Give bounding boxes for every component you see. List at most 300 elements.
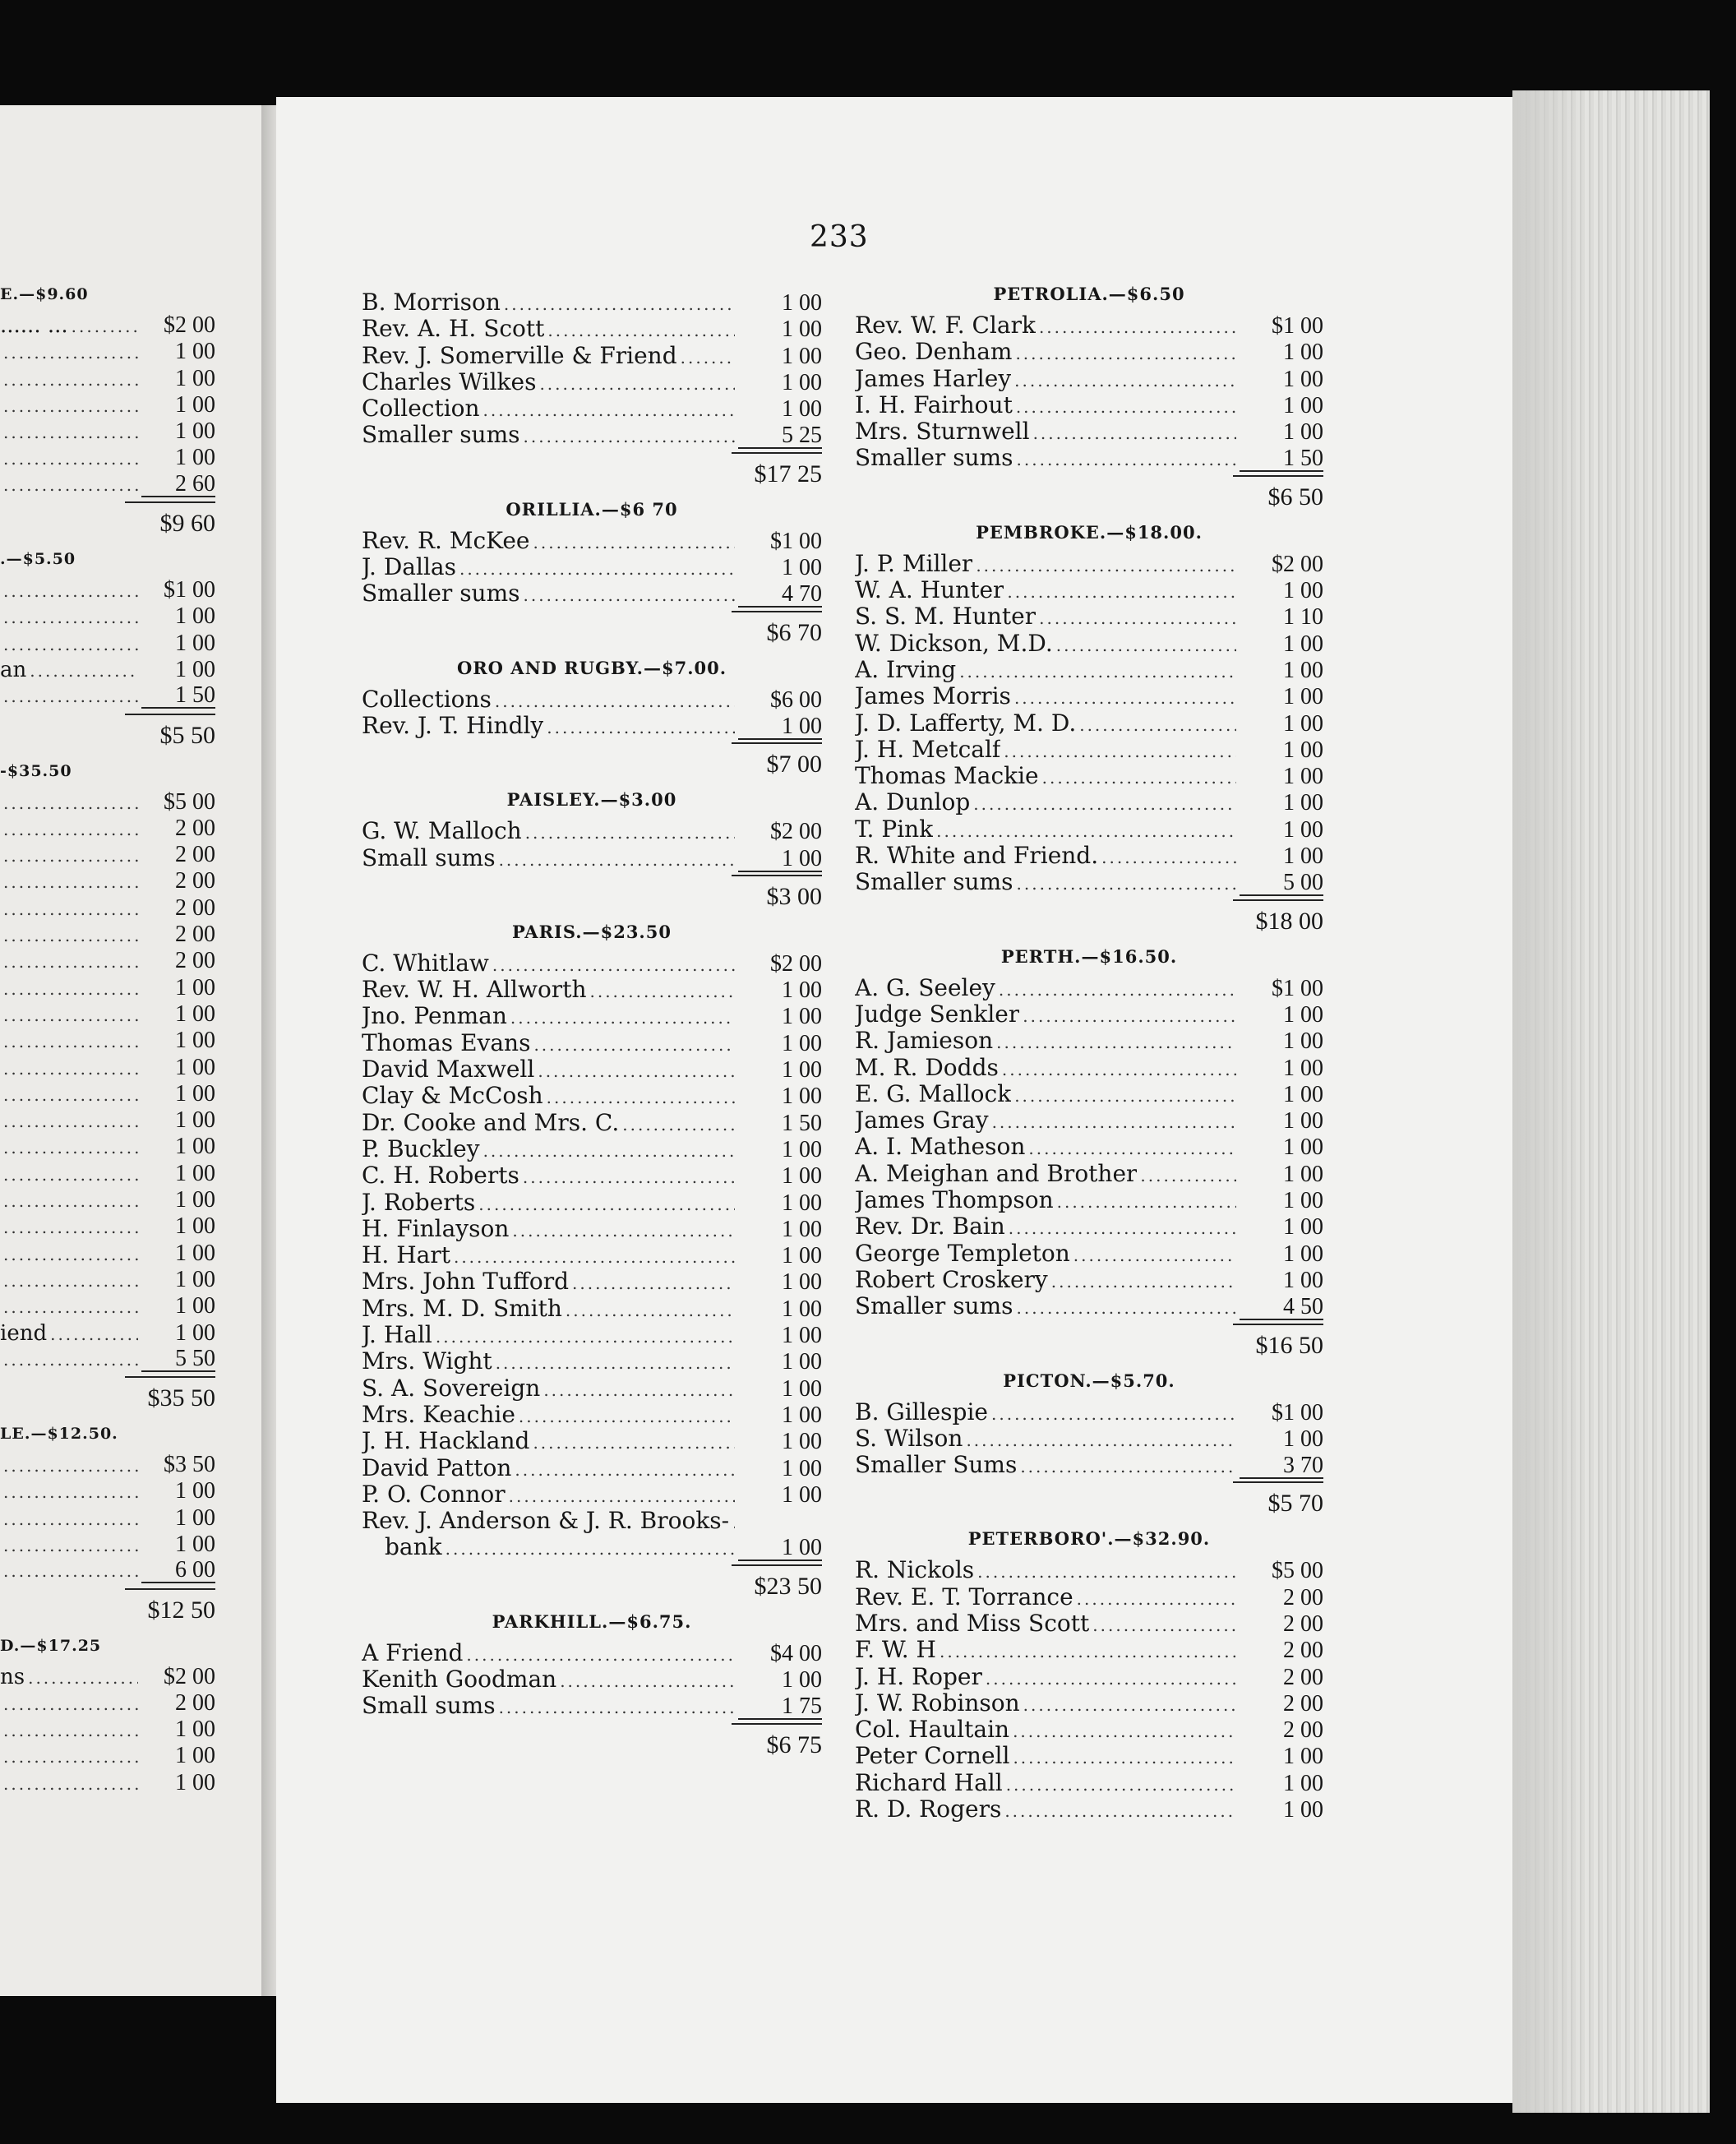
- subscriber-name: Small sums: [362, 1693, 496, 1720]
- section-continued: [362, 289, 822, 492]
- amount: 1 00: [1283, 684, 1323, 710]
- amount: 2 00: [1283, 1638, 1323, 1664]
- amount: 5 25: [738, 424, 822, 449]
- leader-dots: [459, 556, 735, 582]
- leader-dots: [1057, 1189, 1236, 1215]
- section-total-row: [855, 896, 1323, 939]
- subscriber-name: David Patton: [362, 1454, 512, 1481]
- subscriber-name: B. Morrison: [362, 289, 501, 316]
- amount: $5 00: [164, 788, 215, 815]
- section-paisley-3-00: [362, 782, 822, 914]
- section-heading: .—$5.50: [0, 550, 76, 569]
- leader-dots: [3, 869, 138, 895]
- subscriber-row: [362, 1666, 822, 1693]
- section-heading: -$35.50: [0, 761, 72, 780]
- subscriber-row: [855, 631, 1323, 657]
- subscriber-name: Rev. W. H. Allworth: [362, 977, 587, 1004]
- subscriber-row: [855, 1081, 1323, 1107]
- subscriber-name: R. Nickols: [855, 1557, 975, 1584]
- leader-dots: [3, 1241, 138, 1268]
- section-5-50: [0, 541, 215, 752]
- leader-dots: [512, 1218, 735, 1244]
- leader-dots: [3, 1028, 138, 1055]
- leader-dots: [1039, 314, 1236, 340]
- leader-dots: [3, 1717, 138, 1744]
- subscriber-row: [362, 1268, 822, 1295]
- amount: 1 00: [175, 365, 215, 391]
- leader-dots: [1015, 340, 1236, 367]
- leader-dots: [3, 1188, 138, 1214]
- section-heading: PETROLIA.—$6.50: [993, 284, 1185, 304]
- subscriber-name: R. D. Rogers: [855, 1796, 1002, 1823]
- subscriber-name: J. Dallas: [362, 554, 456, 581]
- amount: 1 00: [1283, 1081, 1323, 1107]
- subscriber-row: [0, 1532, 215, 1558]
- subscriber-row: [855, 1664, 1323, 1690]
- subscriber-name: Geo. Denham: [855, 339, 1013, 366]
- leader-dots: [1020, 1453, 1236, 1480]
- subscriber-row: [855, 737, 1323, 763]
- subscriber-row: [855, 1452, 1323, 1478]
- leader-dots: [492, 952, 735, 978]
- amount: 1 00: [175, 974, 215, 1000]
- leader-dots: [519, 1403, 735, 1430]
- subscriber-row: [855, 1001, 1323, 1028]
- subscriber-name: A. I. Matheson: [855, 1134, 1026, 1161]
- subscriber-name: S. A. Sovereign: [362, 1375, 541, 1402]
- subscriber-row: [362, 1455, 822, 1481]
- subscriber-row: [362, 369, 822, 395]
- section-total-row: [362, 608, 822, 650]
- amount: 1 00: [782, 1481, 822, 1508]
- subscriber-name: Smaller Sums: [855, 1452, 1018, 1479]
- subscriber-name: Rev. R. McKee: [362, 527, 530, 554]
- amount: 1 00: [1283, 657, 1323, 683]
- section-total-row: [0, 498, 215, 541]
- leader-dots: [996, 1029, 1236, 1056]
- subscriber-row: [0, 975, 215, 1001]
- subscriber-name: M. R. Dodds: [855, 1054, 999, 1081]
- leader-dots: [533, 529, 736, 556]
- leader-dots: [3, 340, 138, 366]
- amount: 4 50: [1240, 1296, 1323, 1320]
- leader-dots: [533, 1430, 735, 1456]
- column-1: [362, 289, 822, 1763]
- subscriber-row: [855, 1557, 1323, 1583]
- subscriber-name: David Maxwell: [362, 1056, 535, 1084]
- subscriber-row: [0, 1320, 215, 1347]
- leader-dots: [466, 1642, 735, 1668]
- page-number: 233: [810, 220, 869, 254]
- amount: $2 00: [164, 312, 215, 338]
- subscriber-row: [362, 1056, 822, 1083]
- amount: 1 00: [1283, 1055, 1323, 1081]
- leader-dots: [681, 344, 735, 371]
- section-total: $6 50: [1233, 475, 1323, 511]
- leader-dots: [3, 922, 138, 949]
- subscriber-name: W. Dickson, M.D.: [855, 630, 1053, 657]
- subscriber-row: [855, 843, 1323, 869]
- subscriber-name: J. D. Lafferty, M. D.: [855, 709, 1077, 737]
- subscriber-row: [362, 1508, 822, 1534]
- subscriber-row: [855, 683, 1323, 709]
- section-total-row: [0, 1585, 215, 1628]
- subscriber-name: Smaller sums: [855, 445, 1013, 472]
- subscriber-row: [855, 312, 1323, 339]
- amount: 2 00: [175, 948, 215, 974]
- leader-dots: [1013, 1744, 1236, 1771]
- leader-dots: [3, 578, 138, 604]
- subscriber-name: ns: [0, 1664, 25, 1689]
- subscriber-row: [0, 922, 215, 948]
- amount: 1 00: [782, 1030, 822, 1056]
- subscriber-row: [0, 366, 215, 392]
- subscriber-name: Rev. E. T. Torrance: [855, 1583, 1073, 1610]
- amount: 2 00: [1283, 1584, 1323, 1610]
- subscriber-row: [855, 366, 1323, 392]
- leader-dots: [50, 1321, 138, 1347]
- subscriber-name: Thomas Evans: [362, 1029, 531, 1056]
- amount: 1 00: [1283, 366, 1323, 392]
- subscriber-name: R. Jamieson: [855, 1028, 994, 1055]
- page-edge-shadow: [1512, 90, 1586, 2113]
- leader-dots: [1079, 712, 1236, 738]
- subscriber-row: [855, 1399, 1323, 1425]
- subscriber-row: [362, 1242, 822, 1268]
- leader-dots: [973, 791, 1236, 817]
- leader-dots: [3, 1108, 138, 1134]
- section-total-row: [855, 472, 1323, 515]
- subscriber-row: [362, 395, 822, 422]
- leader-dots: [547, 714, 735, 741]
- leader-dots: [1092, 1612, 1236, 1638]
- leader-dots: [3, 367, 138, 393]
- leader-dots: [533, 1032, 735, 1058]
- amount: $1 00: [164, 577, 215, 603]
- subscriber-row: [0, 1770, 215, 1796]
- section-total: $5 50: [125, 714, 215, 750]
- amount: 1 00: [175, 1717, 215, 1743]
- section-35-50: [0, 753, 215, 1416]
- amount: 2 00: [175, 894, 215, 921]
- subscriber-name: S. Wilson: [855, 1425, 963, 1452]
- left-page-column: [0, 276, 215, 1796]
- subscriber-row: [855, 1213, 1323, 1240]
- leader-dots: [992, 1109, 1236, 1135]
- subscriber-name: Collection: [362, 395, 480, 423]
- subscriber-row: [855, 1241, 1323, 1267]
- subscriber-row: [0, 418, 215, 445]
- subscriber-row: [0, 657, 215, 683]
- leader-dots: [499, 847, 735, 873]
- leader-dots: [3, 1162, 138, 1188]
- amount: 2 00: [175, 1689, 215, 1716]
- subscriber-row: [855, 657, 1323, 683]
- section-total: $12 50: [125, 1588, 215, 1624]
- subscriber-row: [855, 339, 1323, 365]
- subscriber-name: T. Pink: [855, 816, 934, 843]
- subscriber-row: [362, 845, 822, 871]
- amount: 2 00: [175, 815, 215, 841]
- amount: 2 00: [1283, 1717, 1323, 1744]
- subscriber-row: [362, 977, 822, 1003]
- subscriber-row: [362, 580, 822, 607]
- amount: 1 00: [175, 445, 215, 471]
- section-total: $6 70: [732, 611, 822, 647]
- leader-dots: [936, 818, 1236, 844]
- section-total-row: [362, 1561, 822, 1604]
- section-heading: E.—$9.60: [0, 285, 89, 303]
- subscriber-row: [362, 1083, 822, 1109]
- amount: 1 00: [1283, 843, 1323, 870]
- leader-dots: [538, 1058, 735, 1084]
- subscriber-row: [362, 316, 822, 342]
- subscriber-name: James Harley: [855, 365, 1012, 392]
- section-total-row: [362, 871, 822, 914]
- subscriber-row: [0, 1293, 215, 1319]
- leader-dots: [1009, 1215, 1236, 1241]
- subscriber-row: [855, 577, 1323, 603]
- subscriber-name: R. White and Friend.: [855, 843, 1099, 870]
- leader-dots: [478, 1191, 735, 1218]
- subscriber-row: [855, 445, 1323, 471]
- leader-dots: [3, 1347, 138, 1373]
- subscriber-row: [362, 343, 822, 369]
- subscriber-name: ...... ...: [0, 313, 68, 338]
- amount: 1 00: [782, 1429, 822, 1455]
- amount: 1 10: [1283, 604, 1323, 631]
- amount: $2 00: [1272, 551, 1323, 577]
- leader-dots: [986, 1666, 1236, 1692]
- amount: 1 00: [175, 1080, 215, 1107]
- subscriber-row: [362, 950, 822, 977]
- subscriber-name: Collections: [362, 686, 492, 713]
- amount: 1 00: [782, 343, 822, 369]
- section-heading: PARIS.—$23.50: [512, 921, 672, 942]
- leader-dots: [509, 1483, 735, 1509]
- leader-dots: [3, 683, 138, 709]
- subscriber-row: [0, 948, 215, 974]
- subscriber-name: James Thompson: [855, 1187, 1054, 1214]
- amount: 1 75: [738, 1695, 822, 1720]
- amount: 1 00: [782, 977, 822, 1004]
- subscriber-name: Col. Haultain: [855, 1717, 1010, 1744]
- amount: $2 00: [164, 1663, 215, 1689]
- leader-dots: [3, 976, 138, 1002]
- subscriber-row: [0, 842, 215, 868]
- subscriber-name: Mrs. Sturnwell: [855, 418, 1030, 446]
- leader-dots: [523, 1164, 735, 1190]
- amount: 1 00: [175, 1054, 215, 1080]
- subscriber-name: Clay & McCosh: [362, 1083, 543, 1110]
- leader-dots: [1073, 1242, 1236, 1268]
- subscriber-row: [362, 1640, 822, 1666]
- amount: 1 00: [1283, 816, 1323, 843]
- subscriber-name: Rev. W. F. Clark: [855, 312, 1036, 339]
- subscriber-row: [0, 392, 215, 418]
- subscriber-row: [855, 710, 1323, 737]
- section-heading: D.—$17.25: [0, 1636, 102, 1655]
- section-total: $18 00: [1233, 899, 1323, 936]
- amount: 1 00: [1283, 1028, 1323, 1055]
- amount: 1 00: [782, 1004, 822, 1030]
- subscriber-name: J. Roberts: [362, 1189, 476, 1216]
- subscriber-row: [855, 1134, 1323, 1160]
- amount: 1 00: [782, 1455, 822, 1481]
- leader-dots: [436, 1324, 735, 1350]
- subscriber-row: [855, 1717, 1323, 1743]
- amount: 1 00: [1283, 764, 1323, 790]
- amount: 4 70: [738, 583, 822, 608]
- subscriber-row: [0, 1241, 215, 1267]
- subscriber-row: [0, 631, 215, 657]
- amount: 1 00: [175, 1743, 215, 1769]
- subscriber-row: [855, 551, 1323, 577]
- subscriber-name: J. Hall: [362, 1322, 432, 1349]
- amount: 1 00: [175, 418, 215, 445]
- amount: 1 00: [175, 656, 215, 682]
- subscriber-name: Rev. A. H. Scott: [362, 316, 545, 343]
- leader-dots: [525, 820, 735, 846]
- subscriber-row: [0, 895, 215, 922]
- subscriber-row: [0, 472, 215, 498]
- section-petrolia-6-50: [855, 276, 1323, 515]
- leader-dots: [483, 397, 735, 423]
- subscriber-name: P. O. Connor: [362, 1481, 506, 1508]
- leader-dots: [999, 977, 1236, 1003]
- amount: 1 00: [1283, 1188, 1323, 1214]
- leader-dots: [1014, 685, 1236, 711]
- leader-dots: [1101, 844, 1236, 871]
- section-heading: PERTH.—$16.50.: [1000, 945, 1178, 967]
- leader-dots: [1004, 738, 1236, 765]
- section-total-row: [0, 710, 215, 753]
- leader-dots: [3, 1056, 138, 1082]
- subscriber-row: [362, 1693, 822, 1719]
- leader-dots: [1016, 394, 1236, 420]
- leader-dots: [3, 1744, 138, 1770]
- amount: 1 00: [175, 1107, 215, 1134]
- leader-dots: [3, 446, 138, 472]
- subscriber-row: [0, 1213, 215, 1240]
- amount: 1 00: [738, 848, 822, 872]
- subscriber-row: [362, 1481, 822, 1508]
- amount: 1 00: [175, 1000, 215, 1027]
- section-heading: PICTON.—$5.70.: [1003, 1370, 1175, 1391]
- subscriber-name: iend: [0, 1320, 48, 1346]
- leader-dots: [1077, 1586, 1236, 1612]
- subscriber-row: [855, 1796, 1323, 1823]
- subscriber-name: E. G. Mallock: [855, 1080, 1012, 1107]
- leader-dots: [3, 1479, 138, 1505]
- subscriber-name: C. Whitlaw: [362, 950, 489, 977]
- leader-dots: [622, 1111, 735, 1138]
- subscriber-row: [0, 1558, 215, 1584]
- subscriber-row: [0, 1505, 215, 1532]
- subscriber-name: H. Finlayson: [362, 1215, 510, 1242]
- subscriber-row: [0, 789, 215, 816]
- leader-dots: [3, 472, 138, 498]
- leader-dots: [495, 688, 735, 714]
- amount: 1 00: [782, 396, 822, 423]
- section-total: $35 50: [125, 1376, 215, 1412]
- leader-dots: [560, 1668, 735, 1694]
- section-perth-16-50: [855, 939, 1323, 1363]
- leader-dots: [1017, 871, 1236, 897]
- amount: 3 70: [1240, 1454, 1323, 1479]
- subscriber-row: [0, 868, 215, 894]
- leader-dots: [1013, 1718, 1236, 1744]
- subscriber-row: [362, 528, 822, 554]
- leader-dots: [446, 1536, 735, 1562]
- subscriber-name: J. H. Hackland: [362, 1428, 530, 1455]
- subscriber-name: Small sums: [362, 844, 496, 871]
- amount: 1 50: [782, 1110, 822, 1136]
- leader-dots: [3, 393, 138, 419]
- leader-dots: [3, 1771, 138, 1797]
- leader-dots: [72, 313, 138, 340]
- amount: $2 00: [770, 950, 822, 977]
- subscriber-row: [855, 816, 1323, 843]
- amount: 1 00: [175, 1769, 215, 1795]
- amount: $1 00: [1272, 313, 1323, 339]
- amount: $2 00: [770, 819, 822, 845]
- section-paris-23-50: [362, 914, 822, 1604]
- subscriber-row: [0, 1267, 215, 1293]
- subscriber-row: [0, 1690, 215, 1717]
- subscriber-row: [362, 1110, 822, 1136]
- amount: 5 50: [141, 1347, 215, 1372]
- section-total-row: [855, 1320, 1323, 1363]
- subscriber-row: [855, 1055, 1323, 1081]
- amount: 1 00: [175, 1160, 215, 1186]
- leader-dots: [543, 1377, 735, 1403]
- subscriber-row: [362, 422, 822, 448]
- amount: 1 00: [782, 1402, 822, 1428]
- amount: 1 00: [782, 1666, 822, 1693]
- amount: 1 00: [175, 630, 215, 656]
- leader-dots: [732, 1509, 735, 1536]
- subscriber-row: [855, 1690, 1323, 1717]
- subscriber-name: P. Buckley: [362, 1135, 480, 1162]
- subscriber-row: [0, 1664, 215, 1690]
- subscriber-row: [0, 1478, 215, 1504]
- subscriber-row: [362, 1402, 822, 1428]
- amount: 1 00: [1283, 1267, 1323, 1293]
- amount: 1 00: [782, 1296, 822, 1322]
- amount: 1 00: [175, 1134, 215, 1160]
- subscriber-name: Rev. J. T. Hindly: [362, 712, 544, 739]
- amount: 1 00: [738, 715, 822, 740]
- subscriber-row: [362, 818, 822, 844]
- amount: 2 00: [175, 922, 215, 948]
- subscriber-name: A Friend: [362, 1639, 464, 1666]
- subscriber-name: James Gray: [855, 1107, 989, 1134]
- subscriber-name: Mrs. M. D. Smith: [362, 1295, 562, 1322]
- amount: 1 00: [782, 1349, 822, 1375]
- leader-dots: [1014, 1083, 1236, 1109]
- subscriber-row: [855, 1425, 1323, 1452]
- subscriber-row: [0, 1452, 215, 1478]
- amount: 2 00: [175, 868, 215, 894]
- subscriber-row: [0, 816, 215, 842]
- subscriber-row: [362, 1216, 822, 1242]
- leader-dots: [510, 1005, 735, 1031]
- subscriber-row: [855, 1610, 1323, 1637]
- subscriber-row: [362, 1136, 822, 1162]
- section-total-row: [362, 449, 822, 492]
- section-total: $3 00: [732, 875, 822, 911]
